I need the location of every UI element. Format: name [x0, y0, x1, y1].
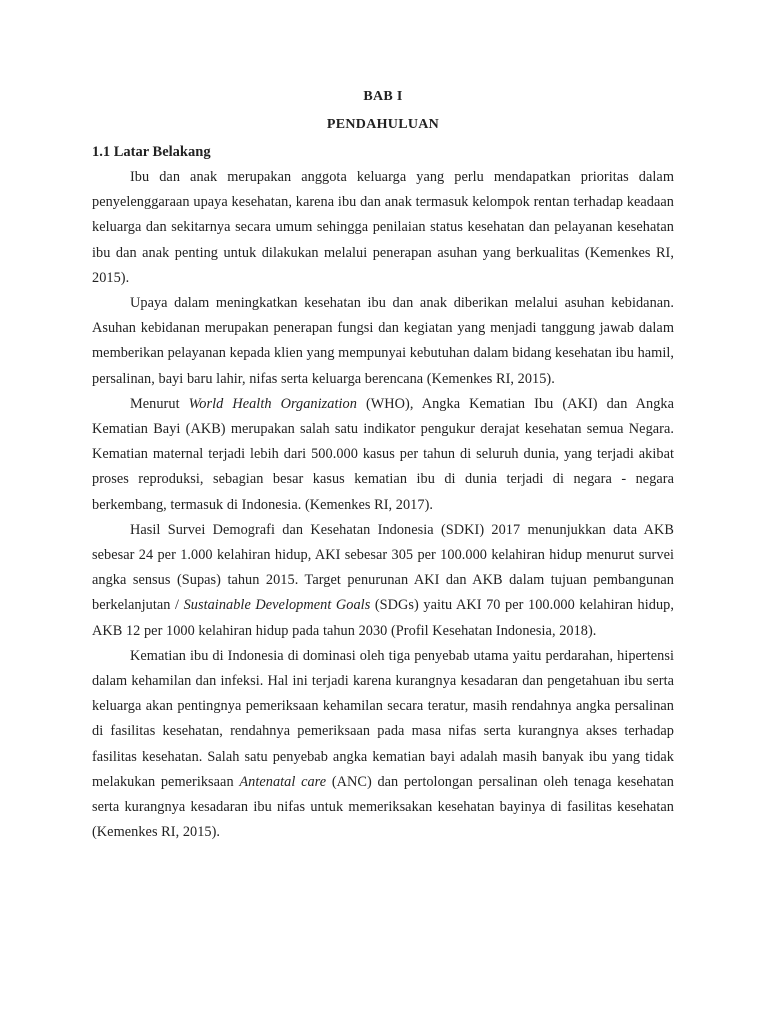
- text-run: Ibu dan anak merupakan anggota keluarga yang perlu mendapatkan prioritas dalam penyelenggaraan upaya kesehatan, karena ibu dan anak termasuk kelompok rentan terhadap keadaan keluarga dan sekitarnya secara umum sehingga penilaian status kesehatan dan pelayanan kesehatan ibu dan anak penting untuk dilakukan melalui penerapan asuhan yang berkualitas (Kemenkes RI, 2015).: [92, 169, 674, 286]
- text-run: (ANC) dan pertolongan persalinan oleh tenaga kesehatan serta kurangnya kesadaran ibu nifas untuk memeriksakan kesehatan bayinya di fasilitas kesehatan (Kemenkes RI, 2015).: [92, 773, 674, 841]
- italic-term: Sustainable Development Goals: [183, 597, 371, 614]
- text-run: Hasil Survei Demografi dan Kesehatan Indonesia (SDKI) 2017 menunjukkan data AKB sebesar 24 per 1.000 kelahiran hidup, AKI sebesar 305 per 100.000 kelahiran hidup menurut survei angka sensus (Supas) tahun 2015. Target penurunan AKI dan AKB dalam tujuan pembangunan berkelanjutan /: [92, 521, 674, 614]
- paragraph: [92, 291, 674, 392]
- text-run: Menurut: [130, 395, 189, 412]
- section-heading: 1.1 Latar Belakang: [92, 144, 211, 160]
- chapter-title: PENDAHULUAN: [326, 117, 440, 132]
- italic-term: Antenatal care: [239, 773, 327, 790]
- paragraph: [92, 644, 674, 846]
- text-run: Kematian ibu di Indonesia di dominasi oleh tiga penyebab utama yaitu perdarahan, hipertensi dalam kehamilan dan infeksi. Hal ini terjadi karena kurangnya kesadaran dan pengetahuan ibu serta keluarga akan pentingnya pemeriksaan kehamilan secara teratur, masih rendahnya angka persalinan di fasilitas kesehatan, rendahnya pemeriksaan pada masa nifas serta kurangnya akses terhadap fasilitas kesehatan. Salah satu penyebab angka kematian bayi adalah masih banyak ibu yang tidak melakukan pemeriksaan: [92, 647, 674, 790]
- paragraph: [92, 165, 674, 291]
- paragraph: [92, 392, 674, 518]
- italic-term: World Health Organization: [188, 395, 357, 412]
- chapter-number: BAB I: [363, 89, 403, 104]
- text-run: (SDGs) yaitu AKI 70 per 100.000 kelahiran hidup, AKB 12 per 1000 kelahiran hidup pada tahun 2030 (Profil Kesehatan Indonesia, 2018).: [92, 597, 674, 639]
- text-run: (WHO), Angka Kematian Ibu (AKI) dan Angka Kematian Bayi (AKB) merupakan salah satu indikator pengukur derajat kesehatan semua Negara. Kematian maternal terjadi lebih dari 500.000 kasus per tahun di seluruh dunia, yang terjadi akibat proses reproduksi, sebagian besar kasus kematian ibu di dunia terjadi di negara - negara berkembang, termasuk di Indonesia. (Kemenkes RI, 2017).: [92, 395, 674, 513]
- body-text: [92, 165, 674, 845]
- paragraph: [92, 518, 674, 644]
- text-run: Upaya dalam meningkatkan kesehatan ibu dan anak diberikan melalui asuhan kebidanan. Asuhan kebidanan merupakan penerapan fungsi dan kegiatan yang menjadi tanggung jawab dalam memberikan pelayanan kepada klien yang mempunyai kebutuhan dalam bidang kesehatan ibu hamil, persalinan, bayi baru lahir, nifas serta keluarga berencana (Kemenkes RI, 2015).: [92, 295, 674, 387]
